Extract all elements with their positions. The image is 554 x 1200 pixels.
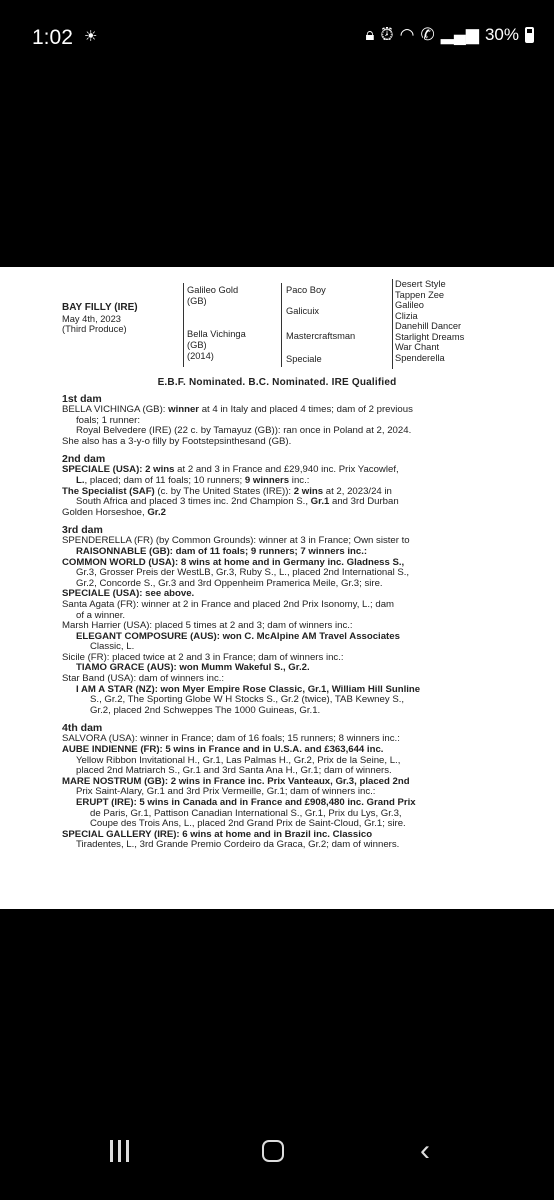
produce-entry: MARE NOSTRUM (GB): 2 wins in France inc. Prix Vanteaux, Gr.3, placed 2nd bbox=[62, 775, 410, 787]
produce-entry: Classic, L. bbox=[90, 641, 135, 653]
gen4-entry: Clizia bbox=[395, 310, 418, 321]
dam-entry: SPECIALE (USA): 2 wins at 2 and 3 in France and £29,940 inc. Prix Yacowlef, bbox=[62, 464, 399, 476]
produce-entry: COMMON WORLD (USA): 8 wins at home and in Germany inc. Gladness S., bbox=[62, 556, 405, 568]
produce-entry: RAISONNABLE (GB): dam of 11 foals; 9 runners; 7 winners inc.: bbox=[76, 545, 368, 557]
produce-entry: TIAMO GRACE (AUS): won Mumm Wakeful S., Gr.2. bbox=[76, 662, 310, 674]
produce-entry: Gr.3, Grosser Preis der WestLB, Gr.3, Ruby S., L., placed 2nd International S., bbox=[76, 567, 410, 579]
produce-entry: Gr.2, placed 2nd Schweppes The 1000 Guineas, Gr.1. bbox=[90, 704, 321, 716]
produce-entry: I AM A STAR (NZ): won Myer Empire Rose Classic, Gr.1, William Hill Sunline bbox=[76, 683, 421, 695]
produce-entry: of a winner. bbox=[76, 609, 126, 621]
produce-entry: Coupe des Trois Ans, L., placed 2nd Grand Prix de Saint-Cloud, Gr.1; sire. bbox=[90, 818, 406, 830]
produce-entry: Prix Saint-Alary, Gr.1 and 3rd Prix Vermeille, Gr.1; dam of winners inc.: bbox=[76, 786, 376, 798]
horse-name: BAY FILLY (IRE) bbox=[62, 302, 138, 313]
section-heading: 3rd dam bbox=[62, 524, 103, 537]
recent-apps-button[interactable] bbox=[110, 1140, 130, 1162]
status-bar bbox=[0, 0, 554, 70]
granddam-2: Speciale bbox=[286, 354, 322, 364]
produce-entry: Marsh Harrier (USA): placed 5 times at 2 and 3; dam of winners inc.: bbox=[62, 620, 353, 632]
signal-icon: ▂▄▆ bbox=[440, 25, 479, 44]
gen4-entry: Starlight Dreams bbox=[395, 331, 465, 342]
fourth-dam-section bbox=[62, 723, 492, 851]
second-dam-section bbox=[62, 454, 492, 518]
catalogue-page-image[interactable] bbox=[0, 267, 554, 909]
gen4-entry: Danehill Dancer bbox=[395, 321, 462, 331]
weather-icon: ☀ bbox=[84, 28, 98, 45]
lock-icon: 🔒︎ bbox=[365, 25, 375, 44]
third-dam-section bbox=[62, 525, 492, 716]
produce-entry: Tiradentes, L., 3rd Grande Premio Cordeiro da Graca, Gr.2; dam of winners. bbox=[76, 839, 400, 851]
section-heading: 1st dam bbox=[62, 393, 102, 405]
produce-entry: S., Gr.2, The Sporting Globe W H Stocks S., Gr.2 (twice), TAB Kewney S., bbox=[90, 694, 405, 706]
pedigree-table bbox=[62, 275, 492, 375]
pedigree-divider bbox=[281, 283, 282, 367]
gen4-entry: Desert Style bbox=[395, 279, 446, 289]
grandsire-1: Paco Boy bbox=[286, 285, 326, 295]
produce-entry: AUBE INDIENNE (FR): 5 wins in France and in U.S.A. and £363,644 inc. bbox=[62, 744, 384, 756]
produce-entry: Sicile (FR): placed twice at 2 and 3 in France; dam of winners inc.: bbox=[62, 651, 344, 663]
call-icon: ✆ bbox=[420, 25, 435, 44]
section-heading: 4th dam bbox=[62, 722, 103, 735]
produce-entry: Royal Belvedere (IRE) (22 c. by Tamayuz (GB)): ran once in Poland at 2, 2024. bbox=[76, 425, 412, 437]
first-dam-section bbox=[62, 394, 492, 447]
produce-entry: Gr.2, Concorde S., Gr.3 and 3rd Oppenheim Pramerica Meile, Gr.3; sire. bbox=[76, 577, 383, 589]
alarm-icon: ⏰︎ bbox=[380, 25, 394, 44]
grandsire-2: Mastercraftsman bbox=[286, 331, 356, 341]
produce-entry: Golden Horseshoe, Gr.2 bbox=[62, 506, 166, 518]
pedigree-divider bbox=[392, 279, 393, 369]
great-grandparents bbox=[395, 279, 515, 363]
dam-name: Bella Vichinga bbox=[187, 329, 246, 339]
produce-entry: placed 2nd Matriarch S., Gr.1 and 3rd Santa Ana H., Gr.1; dam of winners. bbox=[76, 765, 392, 777]
dam-entry: L., placed; dam of 11 foals; 10 runners; 9 winners inc.: bbox=[76, 474, 310, 486]
granddam-1: Galicuix bbox=[286, 306, 320, 316]
clock-time: 1:02 bbox=[32, 26, 73, 49]
produce-entry: SPECIAL GALLERY (IRE): 6 wins at home and in Brazil inc. Classico bbox=[62, 828, 373, 840]
horse-info bbox=[62, 303, 138, 335]
dam-year: (2014) bbox=[187, 351, 214, 361]
dam-entry: SALVORA (USA): winner in France; dam of 16 foals; 15 runners; 8 winners inc.: bbox=[62, 733, 400, 745]
produce-entry: SPECIALE (USA): see above. bbox=[62, 588, 195, 600]
produce-entry: South Africa and placed 3 times inc. 2nd Champion S., Gr.1 and 3rd Durban bbox=[76, 496, 399, 508]
produce-entry: The Specialist (SAF) (c. by The United States (IRE)): 2 wins at 2, 2023/24 in bbox=[62, 485, 392, 497]
produce-entry: Santa Agata (FR): winner at 2 in France and placed 2nd Prix Isonomy, L.; dam bbox=[62, 598, 395, 610]
battery-icon bbox=[525, 27, 534, 43]
produce-entry: de Paris, Gr.1, Pattison Canadian International S., Gr.1, Prix du Lys, Gr.3, bbox=[90, 807, 402, 819]
produce-entry: ELEGANT COMPOSURE (AUS): won C. McAlpine AM Travel Associates bbox=[76, 630, 400, 642]
home-button[interactable] bbox=[262, 1140, 284, 1162]
sire-country: (GB) bbox=[187, 296, 207, 306]
section-heading: 2nd dam bbox=[62, 453, 106, 466]
gen4-entry: Galileo bbox=[395, 300, 424, 310]
dam-country: (GB) bbox=[187, 340, 207, 350]
gen4-entry: War Chant bbox=[395, 342, 440, 352]
back-button[interactable]: ‹ bbox=[420, 1134, 430, 1167]
sire-name: Galileo Gold bbox=[187, 285, 239, 295]
battery-percent: 30% bbox=[484, 25, 519, 44]
wifi-icon: ◠ bbox=[399, 25, 415, 44]
foaled-date: May 4th, 2023 bbox=[62, 313, 121, 324]
dam-entry: SPENDERELLA (FR) (by Common Grounds): winner at 3 in France; Own sister to bbox=[62, 535, 410, 547]
gen4-entry: Tappen Zee bbox=[395, 289, 445, 300]
produce-entry: Yellow Ribbon Invitational H., Gr.1, Las Palmas H., Gr.2, Prix de la Seine, L., bbox=[76, 754, 401, 766]
produce-entry: She also has a 3-y-o filly by Footstepsinthesand (GB). bbox=[62, 435, 292, 447]
gen4-entry: Spenderella bbox=[395, 352, 445, 363]
nominations: E.B.F. Nominated. B.C. Nominated. IRE Qualified bbox=[157, 377, 397, 388]
status-icons bbox=[365, 25, 534, 45]
produce-entry: Star Band (USA): dam of winners inc.: bbox=[62, 673, 225, 685]
dam-entry: foals; 1 runner: bbox=[76, 414, 140, 426]
dam-entry: BELLA VICHINGA (GB): winner at 4 in Italy and placed 4 times; dam of 2 previous bbox=[62, 404, 413, 415]
produce-entry: ERUPT (IRE): 5 wins in Canada and in France and £908,480 inc. Grand Prix bbox=[76, 797, 416, 808]
pedigree-divider bbox=[183, 283, 184, 367]
produce-number: (Third Produce) bbox=[62, 324, 127, 334]
